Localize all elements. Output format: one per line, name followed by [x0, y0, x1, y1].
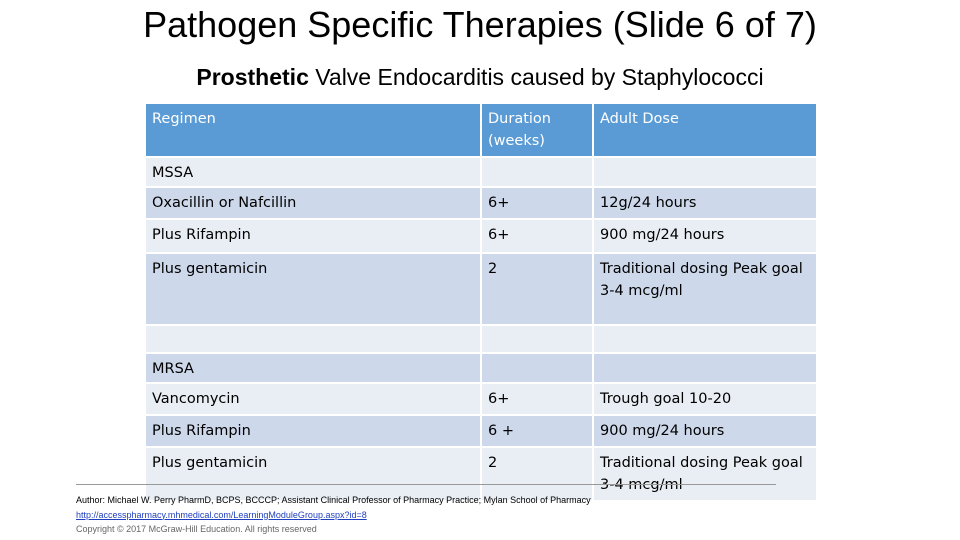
header-regimen: Regimen [145, 103, 481, 157]
duration-cell: 6+ [481, 219, 593, 253]
dose-cell: 12g/24 hours [593, 187, 817, 219]
table-cell [593, 157, 817, 187]
table-row [145, 353, 817, 383]
slide-title: Pathogen Specific Therapies (Slide 6 of 7) [143, 4, 817, 45]
regimen-cell: Vancomycin [145, 383, 481, 415]
regimen-cell: Plus gentamicin [145, 253, 481, 325]
duration-cell: 6+ [481, 383, 593, 415]
table-row-empty [145, 325, 817, 353]
table-header-row [145, 103, 817, 157]
dose-cell: Traditional dosing Peak goal 3-4 mcg/ml [593, 447, 817, 501]
header-adult-dose: Adult Dose [593, 103, 817, 157]
regimen-cell: Plus Rifampin [145, 415, 481, 447]
table-cell [481, 325, 593, 353]
table-cell [593, 325, 817, 353]
section-label-mrsa: MRSA [145, 353, 481, 383]
regimen-table [144, 102, 818, 502]
table-cell [593, 353, 817, 383]
footer [76, 484, 776, 537]
duration-cell: 2 [481, 253, 593, 325]
duration-cell: 2 [481, 447, 593, 501]
author-credit: Author: Michael W. Perry PharmD, BCPS, BCCCP; Assistant Clinical Professor of Pharmacy Practice; Mylan School of Pharmacy [76, 495, 591, 505]
table-cell [145, 325, 481, 353]
subtitle-text: Valve Endocarditis caused by Staphylococci [308, 64, 764, 90]
header-duration: Duration (weeks) [481, 103, 593, 157]
duration-cell: 6+ [481, 187, 593, 219]
table-row [145, 415, 817, 447]
regimen-cell: Plus Rifampin [145, 219, 481, 253]
dose-cell: 900 mg/24 hours [593, 415, 817, 447]
table-cell [481, 353, 593, 383]
regimen-cell: Oxacillin or Nafcillin [145, 187, 481, 219]
copyright-text: Copyright © 2017 McGraw-Hill Education. All rights reserved [76, 524, 317, 534]
section-label-mssa: MSSA [145, 157, 481, 187]
dose-cell: Traditional dosing Peak goal 3-4 mcg/ml [593, 253, 817, 325]
source-link[interactable]: http://accesspharmacy.mhmedical.com/LearningModuleGroup.aspx?id=8 [76, 509, 367, 520]
subtitle-emphasis: Prosthetic [196, 64, 309, 90]
regimen-cell: Plus gentamicin [145, 447, 481, 501]
table-row [145, 253, 817, 325]
table-row [145, 187, 817, 219]
table-row [145, 219, 817, 253]
table-cell [481, 157, 593, 187]
slide-subtitle [0, 64, 960, 91]
dose-cell: 900 mg/24 hours [593, 219, 817, 253]
table-row [145, 383, 817, 415]
dose-cell: Trough goal 10-20 [593, 383, 817, 415]
table-row [145, 157, 817, 187]
duration-cell: 6 + [481, 415, 593, 447]
